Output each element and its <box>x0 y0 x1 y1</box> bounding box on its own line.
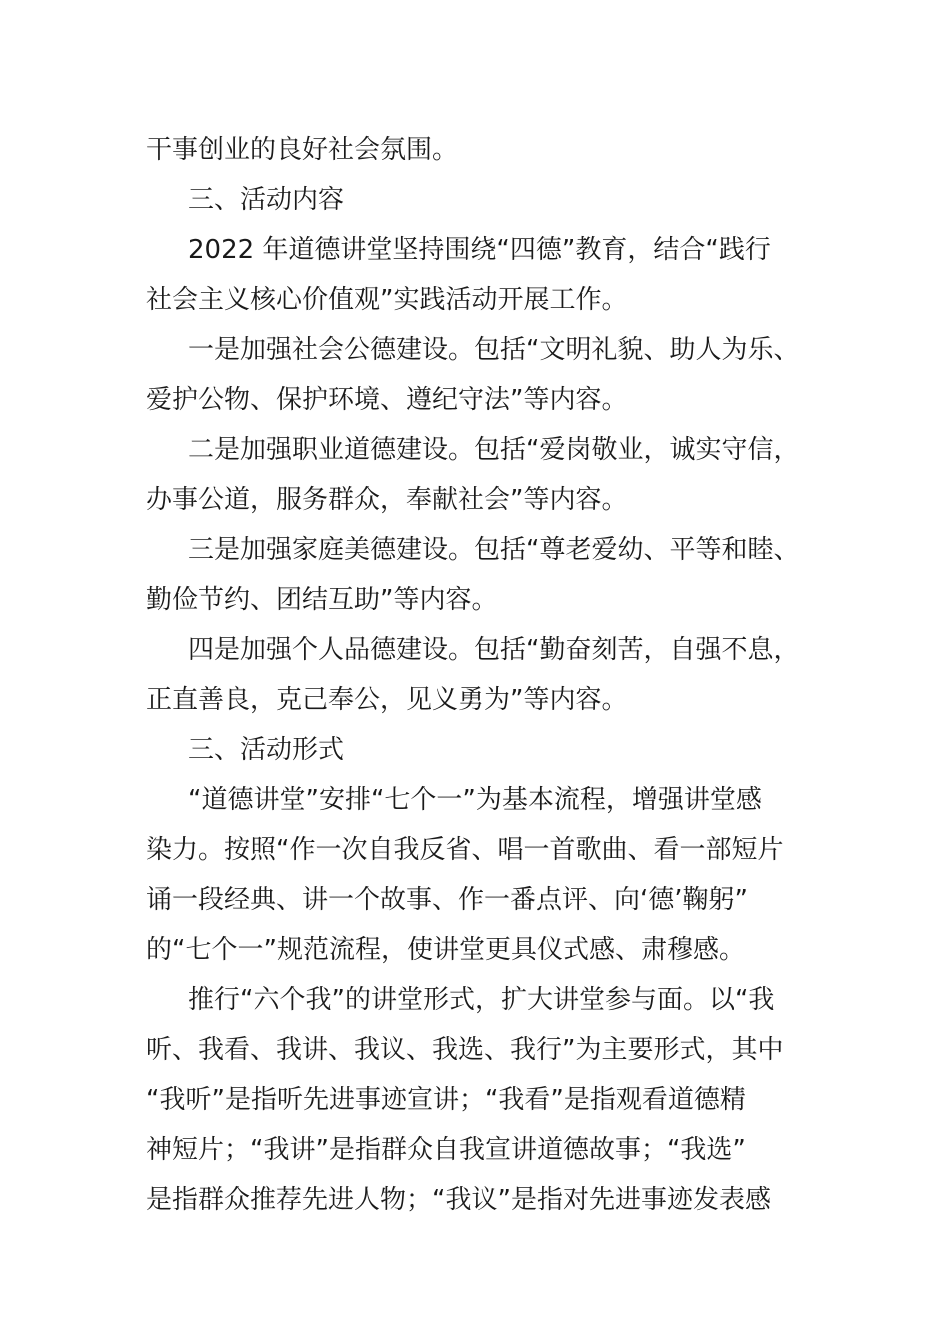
section-heading-content: 三、活动内容 <box>188 185 345 215</box>
paragraph-line: 办事公道，服务群众，奉献社会”等内容。 <box>146 485 628 515</box>
paragraph-line: 四是加强个人品德建设。包括“勤奋刻苦，自强不息， <box>188 635 800 665</box>
paragraph-line: 爱护公物、保护环境、遵纪守法”等内容。 <box>146 385 628 415</box>
section-heading-form: 三、活动形式 <box>188 735 345 765</box>
paragraph-line: 染力。按照“作一次自我反省、唱一首歌曲、看一部短片 <box>146 835 784 865</box>
paragraph-line: 是指群众推荐先进人物；“我议”是指对先进事迹发表感 <box>146 1185 771 1215</box>
paragraph-line: 干事创业的良好社会氛围。 <box>146 135 459 165</box>
paragraph-line: “我听”是指听先进事迹宣讲；“我看”是指观看道德精 <box>146 1085 746 1115</box>
paragraph-line: 正直善良，克己奉公，见义勇为”等内容。 <box>146 685 628 715</box>
paragraph-line: 一是加强社会公德建设。包括“文明礼貌、助人为乐、 <box>188 335 800 365</box>
paragraph-line: 诵一段经典、讲一个故事、作一番点评、向‘德’鞠躬” <box>146 885 748 915</box>
paragraph-line: 的“七个一”规范流程，使讲堂更具仪式感、肃穆感。 <box>146 935 745 965</box>
paragraph-line: 勤俭节约、团结互助”等内容。 <box>146 585 498 615</box>
paragraph-line: 2022 年道德讲堂坚持围绕“四德”教育，结合“践行 <box>188 235 771 265</box>
paragraph-line: 推行“六个我”的讲堂形式，扩大讲堂参与面。以“我 <box>188 985 775 1015</box>
paragraph-line: 听、我看、我讲、我议、我选、我行”为主要形式，其中 <box>146 1035 784 1065</box>
paragraph-line: 神短片；“我讲”是指群众自我宣讲道德故事；“我选” <box>146 1135 746 1165</box>
paragraph-line: “道德讲堂”安排“七个一”为基本流程，增强讲堂感 <box>188 785 762 815</box>
paragraph-line: 二是加强职业道德建设。包括“爱岗敬业，诚实守信， <box>188 435 800 465</box>
paragraph-line: 三是加强家庭美德建设。包括“尊老爱幼、平等和睦、 <box>188 535 800 565</box>
paragraph-line: 社会主义核心价值观”实践活动开展工作。 <box>146 285 628 315</box>
